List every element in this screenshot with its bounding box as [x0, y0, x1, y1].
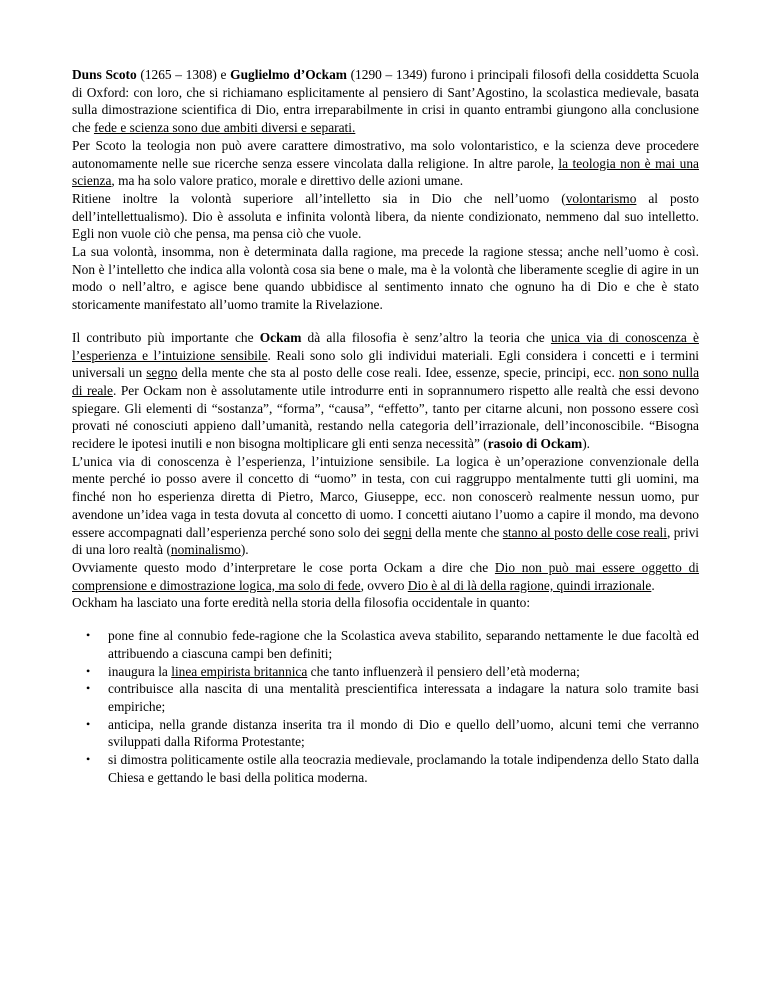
text-span: , ma ha solo valore pratico, morale e direttivo delle azioni umane.	[111, 173, 464, 189]
bullet-icon: •	[86, 663, 91, 678]
text-span: che tanto influenzerà il pensiero dell’età moderna;	[307, 663, 580, 679]
underlined-text: segno	[146, 365, 178, 381]
underlined-text: fede e scienza sono due ambiti diversi e separati.	[93, 120, 356, 136]
text-span: (1290 – 1349) furono i principali filosofi della cosiddetta Scuola di Oxford: con loro, che si richiamano esplicitamente al pensiero di Sant’Agostino, la scolastica medievale, basata sulla dimostrazione scientifica di Dio, entra irreparabilmente in crisi in quanto entrambi giungono alla conclusione che	[72, 67, 699, 136]
text-span: pone fine al connubio fede-ragione che la Scolastica aveva stabilito, separando nettamente le due facoltà ed attribuendo a ciascuna campi ben definiti;	[108, 628, 699, 661]
paragraph-scoto-will	[72, 190, 699, 243]
list-item	[86, 716, 699, 751]
underlined-text: Dio non può mai essere oggetto di comprensione e dimostrazione logica, ma solo di fede	[72, 559, 700, 593]
underlined-text: Dio è al di là della ragione, quindi irrazionale	[407, 577, 652, 593]
text-span: Ovviamente questo modo d’interpretare le cose porta Ockam a dire che	[72, 559, 495, 575]
bullet-icon: •	[86, 681, 91, 696]
name-duns-scoto: Duns Scoto	[72, 67, 137, 82]
list-item	[86, 627, 699, 662]
paragraph-ockam-god	[72, 559, 699, 594]
paragraph-scoto-reason	[72, 243, 699, 314]
underlined-text: non sono nulla di reale	[72, 365, 700, 398]
list-item	[86, 751, 699, 786]
bullet-icon: •	[86, 716, 91, 731]
text-span: dà alla filosofia è senz’altro la teoria che	[301, 329, 551, 345]
underlined-text: linea empirista britannica	[171, 663, 308, 679]
text-span: . Per Ockam non è assolutamente utile introdurre enti in soprannumero rispetto alle realtà che essi devono spiegare. Gli elementi di “sostanza”, “forma”, “causa”, “effetto”, tanto per citarne alcuni, non possono essere così provati né conosciuti appieno dall’umanità, restando nella categoria dell’irrazionale, dell’inconoscibile. “Bisogna recidere le ipotesi inutili e non bisogna moltiplicare gli enti senza necessità” (	[72, 382, 699, 452]
text-span: La sua volontà, insomma, non è determinata dalla ragione, ma precede la ragione stessa; anche nell’uomo è così. Non è l’intelletto che indica alla volontà cosa sia bene o male, ma è la volontà che liberamente sceglie di agire in un modo o nell’altro, e agisce bene quando ubbidisce al sentimento innato che ognuno ha di Dio e che è stato storicamente manifestato all’uomo tramite la Rivelazione.	[72, 244, 699, 313]
paragraph-scoto-theology	[72, 137, 699, 190]
paragraph-ockham-legacy	[72, 594, 699, 612]
text-span: , privi di una loro realtà (	[72, 524, 700, 558]
text-span: Il contributo più importante che	[72, 329, 260, 345]
text-span: , ovvero	[360, 577, 408, 593]
name-guglielmo-ockam: Guglielmo d’Ockam	[230, 67, 347, 82]
text-span: al posto dell’intellettualismo). Dio è assoluta e infinita volontà libera, da niente condizionato, nemmeno dal suo intelletto. Egli non vuole ciò che pensa, ma pensa ciò che vuole.	[72, 190, 699, 242]
underlined-text: segni	[383, 524, 412, 540]
bullet-icon: •	[86, 752, 91, 767]
paragraph-ockam-contribution	[72, 329, 699, 453]
legacy-list	[72, 627, 699, 786]
text-span: della mente che	[411, 524, 503, 540]
text-span: si dimostra politicamente ostile alla teocrazia medievale, proclamando la totale indipendenza dello Stato dalla Chiesa e gettando le basi della politica moderna.	[108, 752, 699, 785]
text-span: della mente che sta al posto delle cose reali. Idee, essenze, specie, principi, ecc.	[177, 365, 619, 381]
name-ockam: Ockam	[259, 329, 302, 345]
text-span: Ritiene inoltre la volontà superiore all’intelletto sia in Dio che nell’uomo (	[72, 190, 566, 206]
text-span: .	[651, 577, 655, 593]
paragraph-ockam-experience	[72, 453, 699, 559]
paragraph-intro	[72, 66, 699, 137]
underlined-text: stanno al posto delle cose reali	[502, 524, 667, 540]
rasoio-di-ockam: rasoio di Ockam	[487, 436, 583, 452]
text-span: ).	[240, 542, 249, 558]
text-span: anticipa, nella grande distanza inserita tra il mondo di Dio e quello dell’uomo, alcuni temi che verranno sviluppati dalla Riforma Protestante;	[108, 716, 699, 750]
underlined-text: unica via di conoscenza è l’esperienza e l’intuizione sensibile	[72, 329, 699, 363]
text-span: . Reali sono solo gli individui materiali. Egli considera i concetti e i termini universali un	[72, 347, 699, 381]
text-span: (1265 – 1308) e	[136, 67, 231, 82]
text-span: inaugura la	[108, 663, 172, 679]
list-item	[86, 680, 699, 715]
underlined-text: nominalismo	[170, 542, 241, 558]
underlined-text: volontarismo	[565, 190, 637, 206]
underlined-text: la teologia non è mai una scienza	[72, 155, 699, 189]
text-span: contribuisce alla nascita di una mentalità prescientifica interessata a indagare la natura solo tramite basi empiriche;	[108, 681, 699, 714]
text-span: ).	[582, 436, 591, 452]
text-span: L’unica via di conoscenza è l’esperienza, l’intuizione sensibile. La logica è un’operazione convenzionale della mente perché io posso avere il concetto di “uomo” in testa, con cui raggruppo mentalmente tutti gli uomini, ma finché non ho esperienza diretta di Pietro, Marco, Giuseppe, ecc. non conoscerò realmente nessun uomo, pur avendone un’idea vaga in testa dovuta al concetto di uomo. I concetti aiutano l’uomo a capire il mondo, ma devono essere accompagnati dall’esperienza perché sono solo dei	[72, 453, 699, 540]
bullet-icon: •	[86, 628, 91, 643]
text-span: Per Scoto la teologia non può avere carattere dimostrativo, ma solo volontaristico, e la scienza deve procedere autonomamente nelle sue ricerche senza essere vincolata dalla religione. In altre parole,	[72, 137, 699, 171]
list-item	[86, 663, 699, 681]
text-span: Ockham ha lasciato una forte eredità nella storia della filosofia occidentale in quanto:	[72, 595, 531, 611]
document-page	[72, 66, 699, 786]
